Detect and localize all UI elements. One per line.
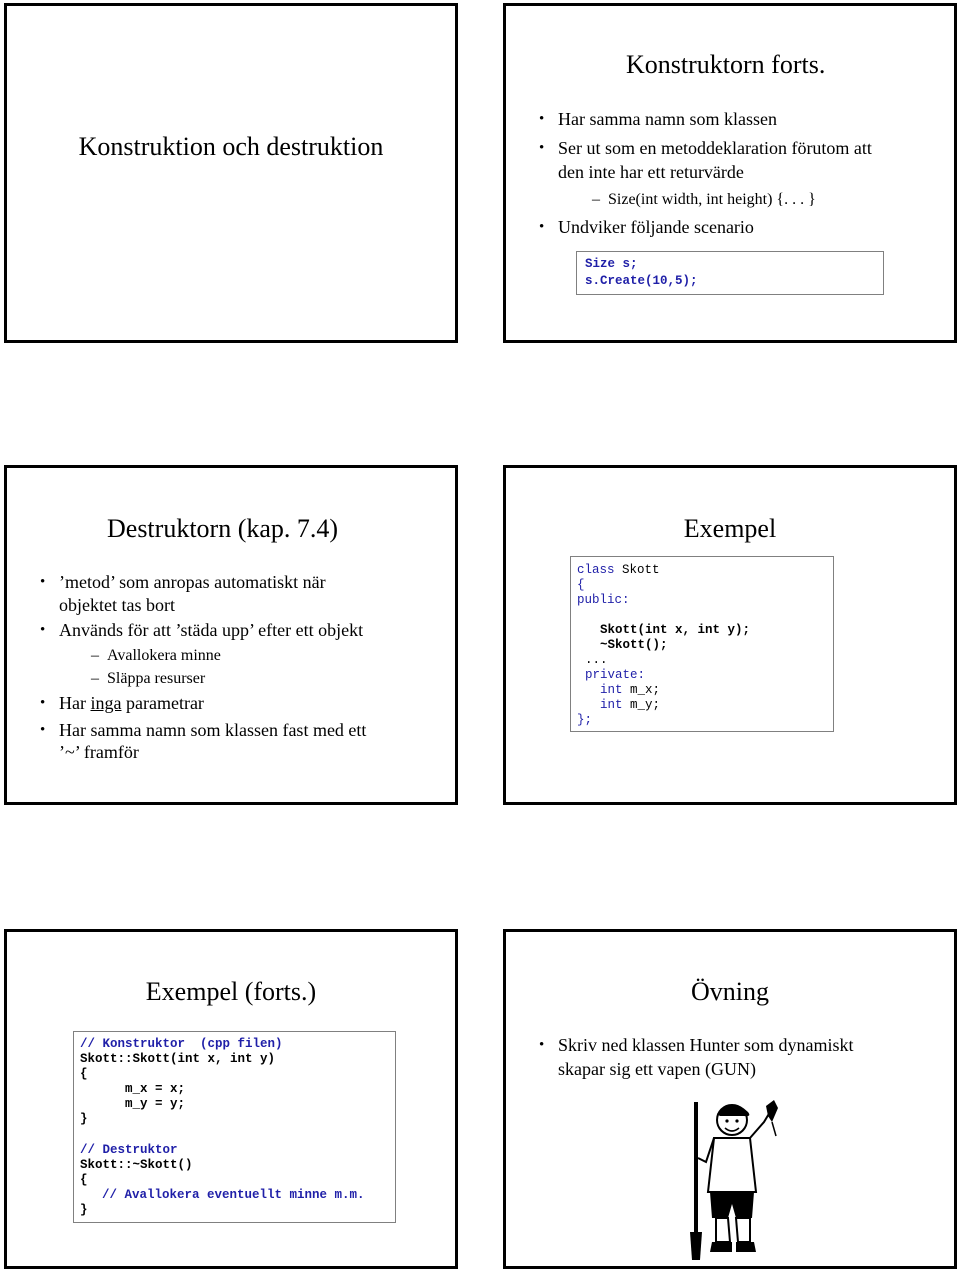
code-line: public: — [577, 593, 630, 607]
code-line: Skott::Skott(int x, int y) — [80, 1052, 276, 1066]
bullet-continuation: objektet tas bort — [59, 595, 175, 615]
slide-1 — [4, 3, 458, 343]
bullet: • Har samma namn som klassen fast med ett — [59, 719, 366, 741]
code-line — [600, 683, 660, 698]
code-line: s.Create(10,5); — [585, 274, 698, 288]
code-box — [570, 556, 834, 732]
slide-4 — [503, 465, 957, 805]
code-line: { — [577, 578, 585, 592]
bullet: • Ser ut som en metoddeklaration förutom att — [558, 137, 872, 159]
slide-title: Övning — [691, 977, 769, 1006]
hunter-cartoon-icon — [682, 1092, 792, 1262]
slide-title: Konstruktion och destruktion — [78, 132, 384, 161]
code-line: }; — [577, 713, 593, 727]
slide-2 — [503, 3, 957, 343]
slide-3 — [4, 465, 458, 805]
code-line: m_x = x; — [125, 1082, 186, 1096]
code-line: Skott::~Skott() — [80, 1158, 193, 1172]
code-text: Skott — [614, 563, 660, 577]
code-line: } — [80, 1112, 88, 1126]
code-text: m_x; — [622, 683, 661, 697]
text: parametrar — [121, 693, 204, 713]
bullet: • ’metod’ som anropas automatiskt när — [59, 571, 326, 593]
bullet: • Används för att ’städa upp’ efter ett objekt — [59, 619, 363, 641]
bullet: • Skriv ned klassen Hunter som dynamiskt — [558, 1034, 853, 1056]
bullet: • Har samma namn som klassen — [558, 108, 777, 130]
slide-title: Destruktorn (kap. 7.4) — [107, 514, 339, 543]
code-line: private: — [585, 668, 646, 682]
bullet-continuation: den inte har ett returvärde — [558, 162, 744, 182]
keyword: class — [577, 563, 615, 577]
code-box — [576, 251, 884, 295]
code-comment: // Destruktor — [80, 1143, 178, 1157]
code-comment: // Avallokera eventuellt minne m.m. — [102, 1188, 365, 1202]
slide-6 — [503, 929, 957, 1269]
code-line: ~Skott(); — [600, 638, 668, 652]
code-line — [577, 563, 660, 578]
sub-bullet: – Size(int width, int height) {. . . } — [608, 189, 816, 211]
code-line: { — [80, 1173, 88, 1187]
keyword: int — [600, 683, 623, 697]
bullet-continuation: skapar sig ett vapen (GUN) — [558, 1059, 756, 1079]
code-line: { — [80, 1067, 88, 1081]
code-line: } — [80, 1203, 88, 1217]
underlined-text: inga — [90, 693, 122, 713]
bullet — [59, 692, 204, 714]
bullet: • Undviker följande scenario — [558, 216, 754, 238]
code-comment: // Konstruktor (cpp filen) — [80, 1037, 283, 1051]
code-line: Size s; — [585, 257, 638, 271]
slide-5 — [4, 929, 458, 1269]
keyword: int — [600, 698, 623, 712]
code-box — [73, 1031, 396, 1223]
code-line: ... — [585, 653, 608, 667]
code-text: m_y; — [622, 698, 661, 712]
code-line — [600, 698, 660, 713]
slide-title: Exempel (forts.) — [145, 977, 317, 1006]
text: Har — [59, 693, 91, 713]
bullet-continuation: ’~’ framför — [59, 742, 139, 762]
code-line: Skott(int x, int y); — [600, 623, 751, 637]
slide-title: Konstruktorn forts. — [626, 50, 826, 79]
sub-bullet: – Avallokera minne — [107, 645, 221, 667]
sub-bullet: – Släppa resurser — [107, 668, 205, 690]
code-line: m_y = y; — [125, 1097, 186, 1111]
slide-title: Exempel — [683, 514, 777, 543]
